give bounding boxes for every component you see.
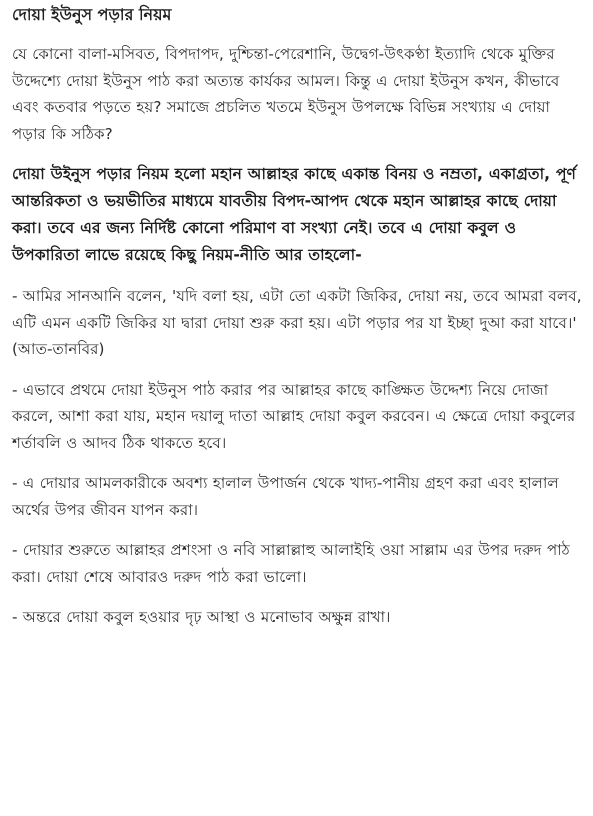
point-paragraph: - এভাবে প্রথমে দোয়া ইউনুস পাঠ করার পর আল্লাহর কাছে কাঙ্ক্ষিত উদ্দেশ্য নিয়ে দোজা করলে, আশা করা যায়, মহান দয়ালু দাতা আল্লাহ দোয়া কবুল করবেন। এ ক্ষেত্রে দোয়া কবুলের শর্তাবলি ও আদব ঠিক থাকতে হবে। xyxy=(12,380,576,452)
point-paragraph: - দোয়ার শুরুতে আল্লাহর প্রশংসা ও নবি সাল্লাল্লাহু আলাইহি ওয়া সাল্লাম এর উপর দরুদ পাঠ করা। দোয়া শেষে আবারও দরুদ পাঠ করা ভালো। xyxy=(12,541,570,586)
intro-paragraph: যে কোনো বালা-মসিবত, বিপদাপদ, দুশ্চিন্তা-পেরেশানি, উদ্বেগ-উৎকণ্ঠা ইত্যাদি থেকে মুক্তির উদ্দেশ্যে দোয়া ইউনুস পাঠ করা অত্যন্ত কার্যকর আমল। কিন্তু এ দোয়া ইউনুস কখন, কীভাবে এবং কতবার পড়তে হয়? সমাজে প্রচলিত খতমে ইউনুস উপলক্ষে বিভিন্ন সংখ্যায় এ দোয়া পড়ার কি সঠিক? xyxy=(12,45,560,143)
article-heading: দোয়া ইউনুস পড়ার নিয়ম xyxy=(12,5,172,24)
point-paragraph: - অন্তরে দোয়া কবুল হওয়ার দৃঢ় আস্থা ও মনোভাব অক্ষুন্ন রাখা। xyxy=(12,608,391,626)
point-paragraph: - আমির সানআনি বলেন, 'যদি বলা হয়, এটা তো একটা জিকির, দোয়া নয়, তবে আমরা বলব, এটি এমন একটি জিকির যা দ্বারা দোয়া শুরু করা হয়। এটা পড়ার পর যা ইচ্ছা দুআ করা যাবে।' (আত-তানবির) xyxy=(12,287,582,358)
rule-summary-paragraph: দোয়া উইনুস পড়ার নিয়ম হলো মহান আল্লাহর কাছে একান্ত বিনয় ও নম্রতা, একাগ্রতা, পূর্ণ আন্তরিকতা ও ভয়ভীতির মাধ্যমে যাবতীয় বিপদ-আপদ থেকে মহান আল্লাহর কাছে দোয়া করা। তবে এর জন্য নির্দিষ্ট কোনো পরিমাণ বা সংখ্যা নেই। তবে এ দোয়া কবুল ও উপকারিতা লাভে রয়েছে কিছু নিয়ম-নীতি আর তাহলো- xyxy=(12,165,576,264)
point-paragraph: - এ দোয়ার আমলকারীকে অবশ্য হালাল উপার্জন থেকে খাদ্য-পানীয় গ্রহণ করা এবং হালাল অর্থের উপর জীবন যাপন করা। xyxy=(12,474,559,519)
